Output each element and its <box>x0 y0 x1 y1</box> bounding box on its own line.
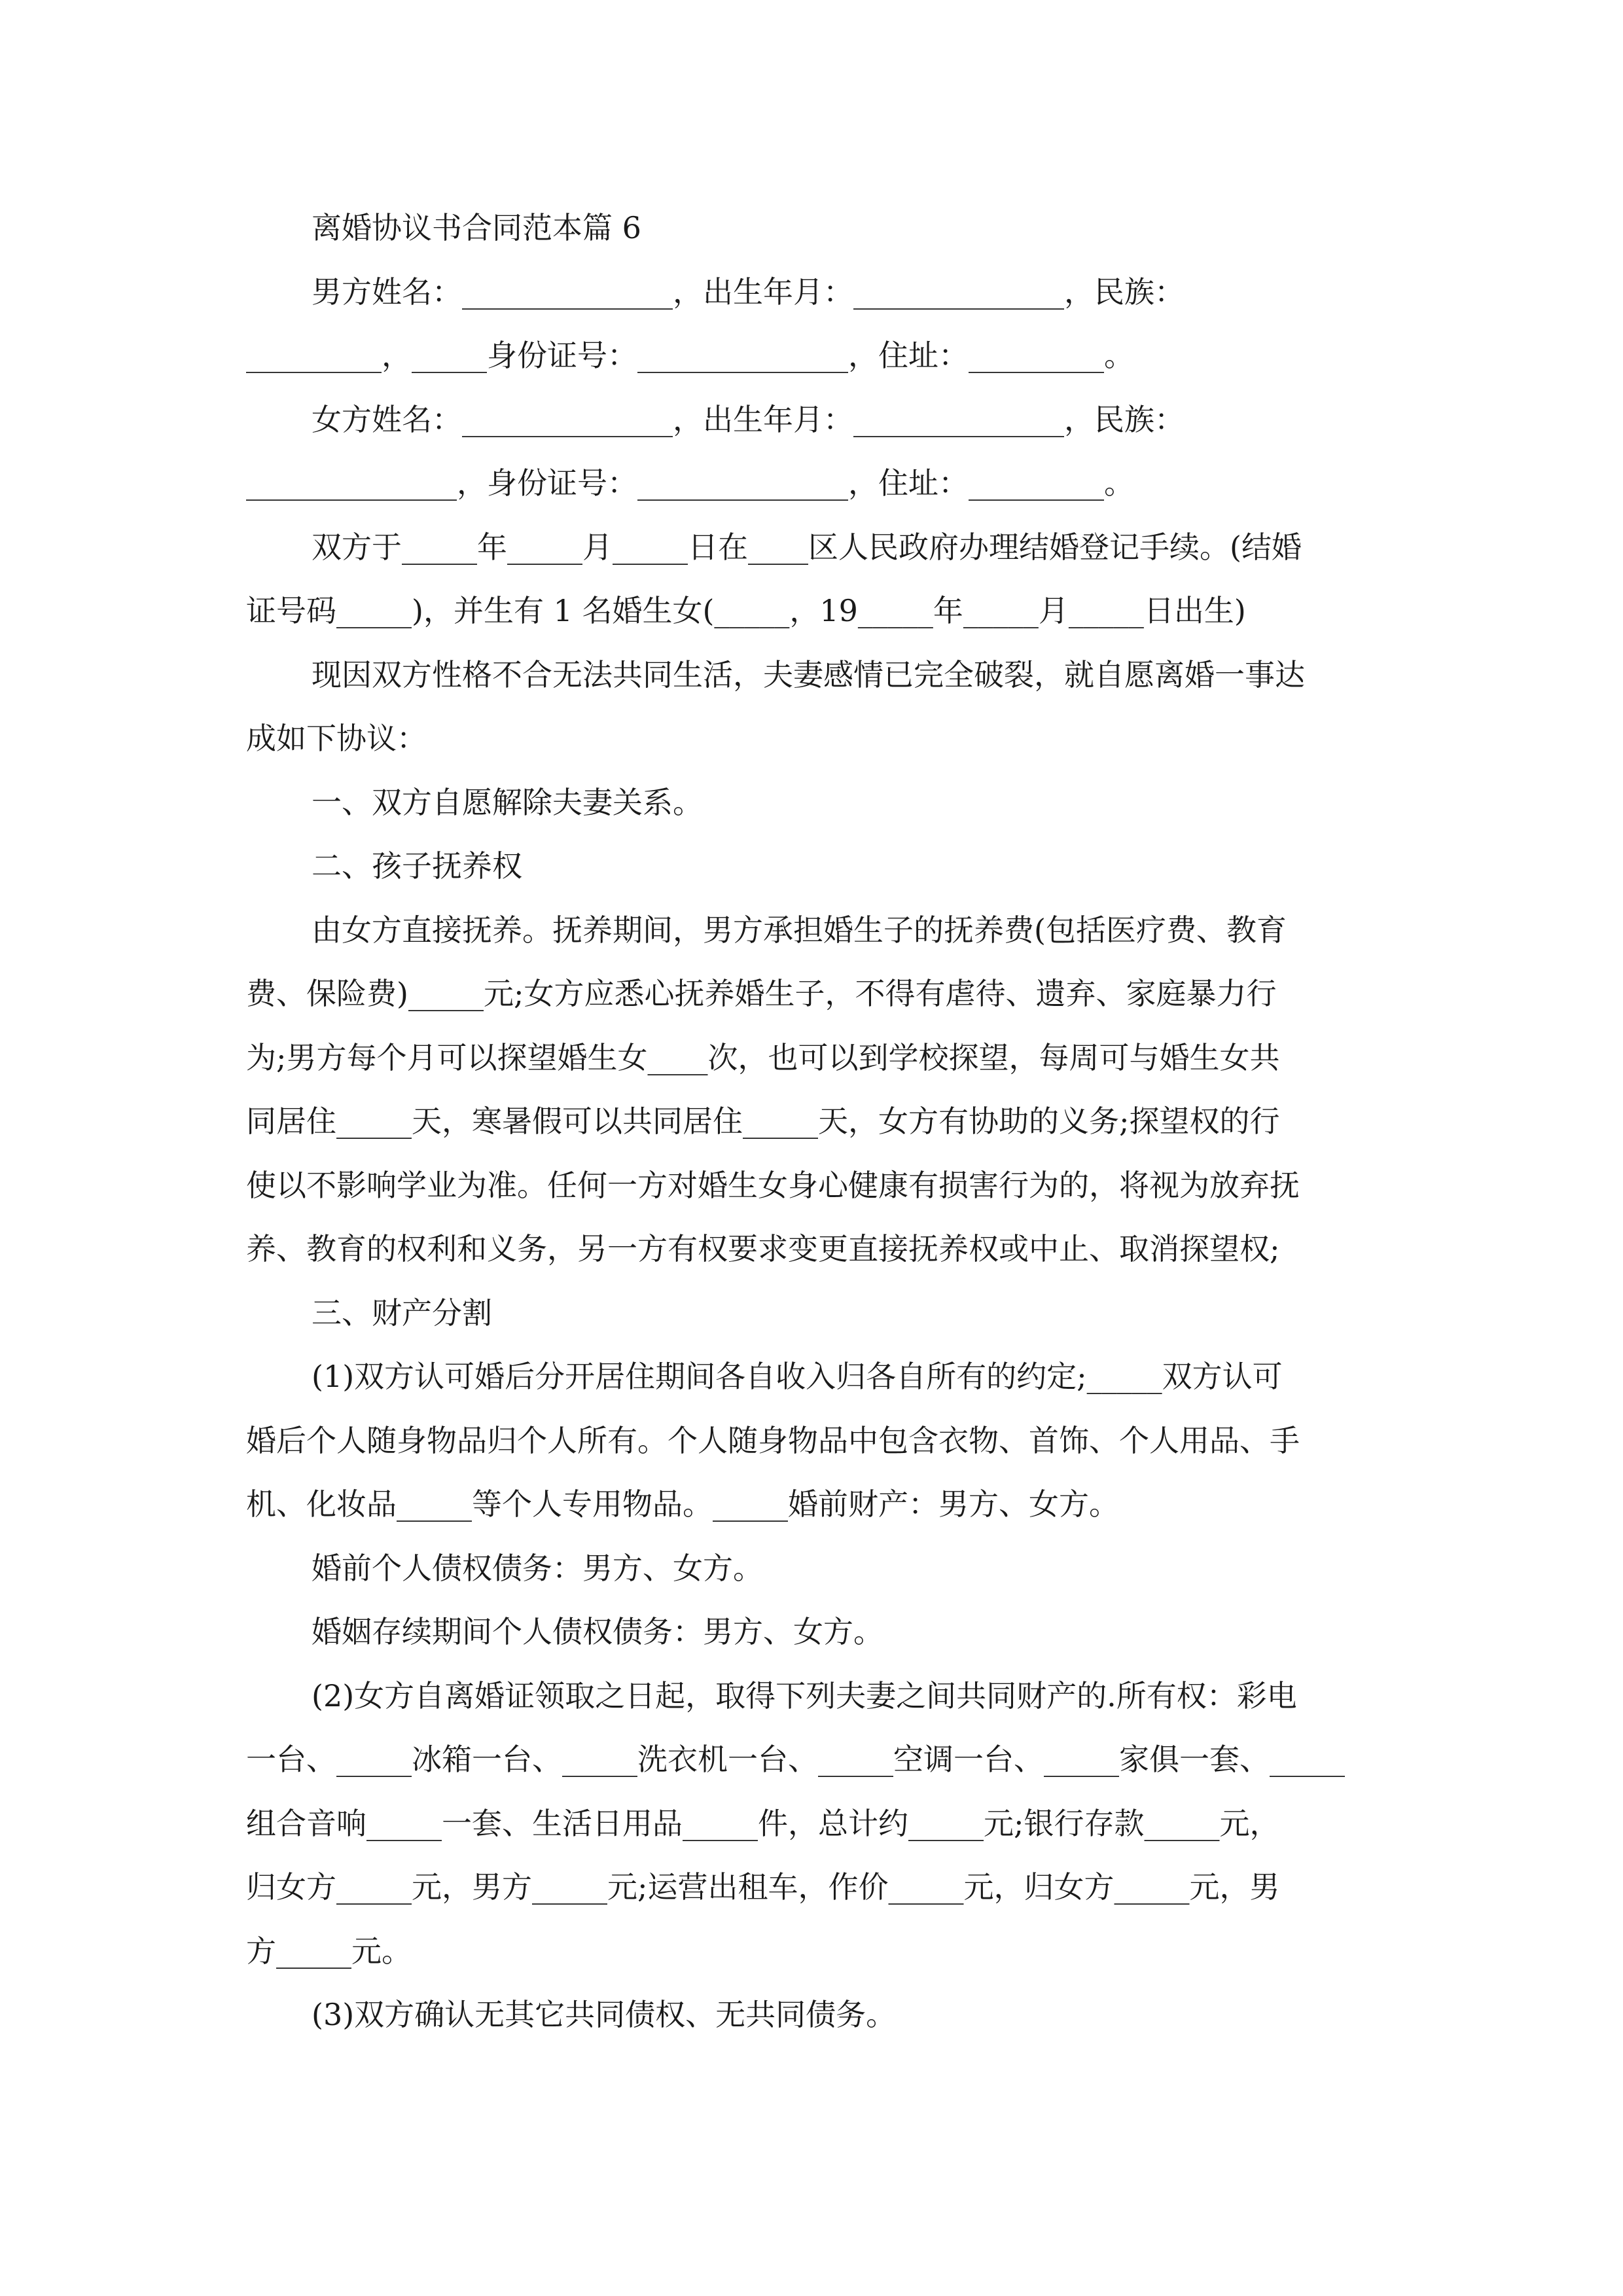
section-three-heading: 三、财产分割 <box>312 1295 492 1331</box>
property-clause-2-line: 归女方_____元，男方_____元;运营出租车，作价_____元，归女方_____元，男 <box>246 1869 1280 1905</box>
custody-paragraph-line: 养、教育的权利和义务，另一方有权要求变更直接抚养权或中止、取消探望权; <box>246 1231 1280 1266</box>
male-name-line: 男方姓名：______________，出生年月：______________，民族： <box>312 274 1185 310</box>
property-clause-1-line: 机、化妆品_____等个人专用物品。_____婚前财产：男方、女方。 <box>246 1486 1119 1522</box>
custody-paragraph-line: 费、保险费)_____元;女方应悉心抚养婚生子，不得有虐待、遗弃、家庭暴力行 <box>246 976 1277 1011</box>
property-clause-2-line: (2)女方自离婚证领取之日起，取得下列夫妻之间共同财产的.所有权：彩电 <box>312 1677 1297 1713</box>
custody-paragraph-line: 由女方直接抚养。抚养期间，男方承担婚生子的抚养费(包括医疗费、教育 <box>312 912 1287 948</box>
section-one-heading: 一、双方自愿解除夫妻关系。 <box>312 784 703 820</box>
custody-paragraph-line: 为;男方每个月可以探望婚生女____次，也可以到学校探望，每周可与婚生女共 <box>246 1039 1280 1075</box>
premarital-debt-line: 婚前个人债权债务：男方、女方。 <box>312 1550 763 1586</box>
female-id-line: ______________，身份证号：______________，住址：_________。 <box>246 465 1134 501</box>
property-clause-1-line: 婚后个人随身物品归个人所有。个人随身物品中包含衣物、首饰、个人用品、手 <box>246 1422 1300 1458</box>
reason-line: 现因双方性格不合无法共同生活，夫妻感情已完全破裂，就自愿离婚一事达 <box>312 656 1305 692</box>
document-title: 离婚协议书合同范本篇 6 <box>312 210 641 245</box>
section-two-heading: 二、孩子抚养权 <box>312 848 522 884</box>
property-clause-2-line: 组合音响_____一套、生活日用品_____件，总计约_____元;银行存款_____元， <box>246 1805 1280 1841</box>
marital-debt-line: 婚姻存续期间个人债权债务：男方、女方。 <box>312 1614 883 1649</box>
document-body <box>246 196 1378 2047</box>
male-id-line: _________，_____身份证号：______________，住址：_________。 <box>246 338 1134 373</box>
marriage-certificate-line: 证号码_____)，并生有 1 名婚生女(_____，19_____年_____月_____日出生) <box>246 593 1246 628</box>
property-clause-1-line: (1)双方认可婚后分开居住期间各自收入归各自所有的约定;_____双方认可 <box>312 1359 1283 1394</box>
marriage-registration-line: 双方于_____年_____月_____日在____区人民政府办理结婚登记手续。(结婚 <box>312 529 1302 565</box>
custody-paragraph-line: 使以不影响学业为准。任何一方对婚生女身心健康有损害行为的，将视为放弃抚 <box>246 1167 1300 1203</box>
property-clause-3-line: (3)双方确认无其它共同债权、无共同债务。 <box>312 1997 897 2032</box>
reason-line-cont: 成如下协议： <box>246 721 427 756</box>
female-name-line: 女方姓名：______________，出生年月：______________，民族： <box>312 401 1185 437</box>
custody-paragraph-line: 同居住_____天，寒暑假可以共同居住_____天，女方有协助的义务;探望权的行 <box>246 1103 1280 1139</box>
property-clause-2-line: 一台、_____冰箱一台、_____洗衣机一台、_____空调一台、_____家俱一套、_____ <box>246 1742 1345 1777</box>
property-clause-2-line: 方_____元。 <box>246 1933 412 1969</box>
